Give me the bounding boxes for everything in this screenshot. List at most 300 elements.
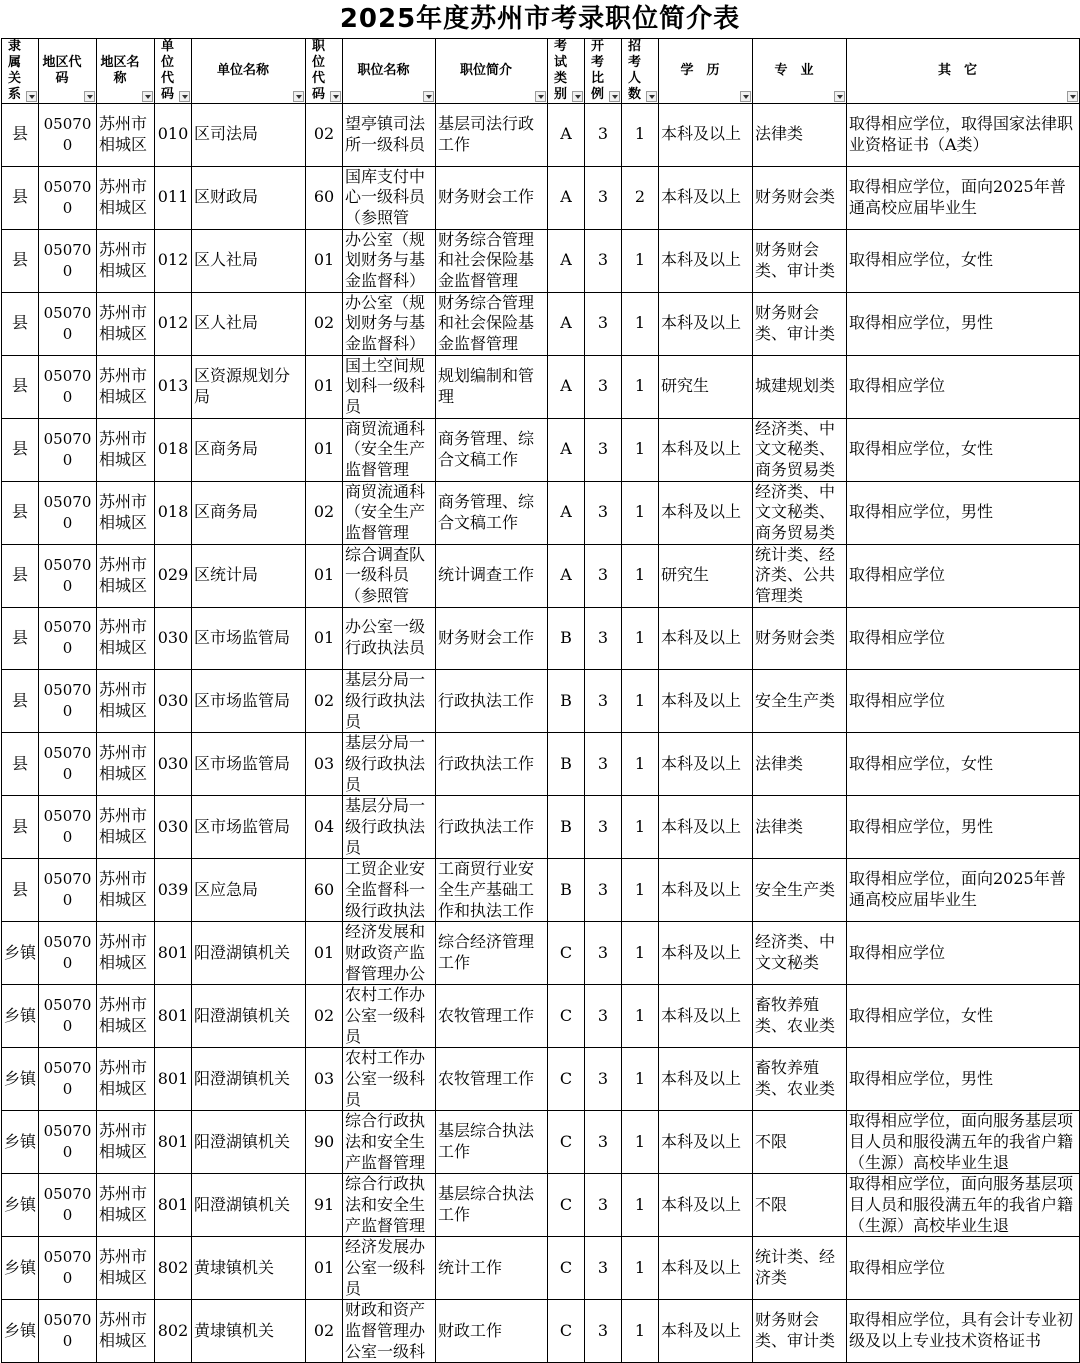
cell-text: 本科及以上	[661, 627, 742, 647]
cell-text: 办公室（规划财务与基金监督科）	[345, 292, 426, 354]
cell-other	[847, 796, 1080, 859]
cell-text: 行政执法工作	[438, 690, 535, 710]
cell-text: 2	[634, 187, 646, 207]
cell-text: 01	[313, 565, 335, 585]
cell-area-name	[97, 166, 155, 229]
cell-area-code	[39, 544, 97, 607]
cell-area-code	[39, 670, 97, 733]
cell-text: 苏州市相城区	[99, 554, 148, 595]
filter-dropdown-icon[interactable]	[142, 91, 153, 102]
cell-text: 01	[313, 439, 335, 459]
cell-level	[2, 1174, 39, 1237]
cell-text: 050700	[43, 366, 92, 406]
cell-text: C	[559, 942, 573, 962]
cell-text: 1	[634, 313, 646, 333]
cell-major	[753, 670, 847, 733]
cell-area-name	[97, 544, 155, 607]
cell-text: 取得相应学位，取得国家法律职业资格证书（A类）	[849, 113, 1074, 154]
cell-text: 011	[157, 187, 189, 207]
cell-text: 本科及以上	[661, 816, 742, 836]
cell-text: 县	[11, 124, 28, 144]
cell-text: 60	[313, 187, 335, 207]
column-header-label: 地区名称	[100, 55, 140, 86]
cell-area-name	[97, 1300, 155, 1363]
table-row	[2, 922, 1080, 985]
cell-area-code	[39, 733, 97, 796]
cell-text: 050700	[43, 555, 92, 595]
cell-text: 3	[597, 187, 609, 207]
cell-education	[659, 1300, 753, 1363]
table-row	[2, 1174, 1080, 1237]
cell-text: 县	[11, 250, 28, 270]
cell-text: 04	[313, 816, 335, 836]
cell-post-code	[306, 1300, 343, 1363]
cell-text: A	[560, 565, 572, 585]
cell-area-name	[97, 229, 155, 292]
filter-dropdown-icon[interactable]	[535, 91, 546, 102]
cell-text: 县	[11, 313, 28, 333]
cell-text: A	[560, 439, 572, 459]
cell-major	[753, 104, 847, 167]
cell-text: 1	[634, 565, 646, 585]
cell-text: 1	[634, 376, 646, 396]
cell-area-name	[97, 1111, 155, 1174]
cell-text: 农牧管理工作	[438, 1005, 535, 1025]
cell-text: 02	[313, 313, 335, 333]
cell-text: 苏州市相城区	[99, 1121, 148, 1161]
table-row	[2, 544, 1080, 607]
cell-text: 法律类	[755, 816, 804, 836]
cell-text: 050700	[43, 807, 92, 846]
cell-post-desc	[436, 607, 548, 670]
cell-exam-type	[548, 607, 585, 670]
cell-exam-type	[548, 544, 585, 607]
cell-major	[753, 292, 847, 355]
cell-text: 办公室（规划财务与基金监督科）	[345, 229, 426, 291]
cell-post-desc	[436, 418, 548, 481]
cell-exam-type	[548, 1237, 585, 1300]
cell-text: 1	[634, 1257, 646, 1277]
cell-text: 综合调查队一级科员（参照管	[345, 544, 426, 606]
cell-other	[847, 922, 1080, 985]
cell-text: 财务财会类	[755, 187, 836, 207]
cell-post-code	[306, 859, 343, 922]
cell-exam-type	[548, 796, 585, 859]
cell-text: 乡镇	[4, 942, 36, 962]
cell-text: 取得相应学位，面向2025年普通高校应届毕业生	[849, 176, 1066, 217]
cell-text: 取得相应学位，女性	[849, 250, 994, 270]
cell-post-code	[306, 796, 343, 859]
cell-text: 050700	[43, 618, 92, 658]
cell-post-code	[306, 1174, 343, 1237]
cell-text: 本科及以上	[661, 1194, 742, 1214]
cell-unit-code	[155, 859, 192, 922]
cell-text: 区统计局	[194, 565, 259, 585]
cell-unit-name	[192, 481, 306, 544]
cell-ratio	[585, 292, 622, 355]
table-row	[2, 481, 1080, 544]
cell-ratio	[585, 1111, 622, 1174]
cell-count	[622, 104, 659, 167]
cell-text: 县	[11, 753, 28, 773]
cell-unit-name	[192, 607, 306, 670]
cell-exam-type	[548, 104, 585, 167]
cell-text: 国库支付中心一级科员（参照管	[345, 166, 426, 228]
filter-dropdown-icon[interactable]	[293, 91, 304, 102]
cell-text: 1	[634, 1131, 646, 1151]
cell-text: 不限	[755, 1194, 788, 1214]
cell-unit-name	[192, 733, 306, 796]
cell-text: 苏州市相城区	[99, 680, 148, 720]
cell-education	[659, 607, 753, 670]
cell-post-name	[343, 544, 436, 607]
cell-text: 乡镇	[4, 1320, 36, 1340]
cell-area-code	[39, 607, 97, 670]
cell-text: 01	[313, 627, 335, 647]
filter-dropdown-icon[interactable]	[423, 91, 434, 102]
cell-area-name	[97, 922, 155, 985]
cell-text: 工商贸行业安全生产基础工作和执法工作	[438, 859, 535, 920]
cell-text: 取得相应学位，面向服务基层项目人员和服役满五年的我省户籍（生源）高校毕业生退	[849, 1111, 1074, 1172]
cell-post-name	[343, 796, 436, 859]
column-header-ratio	[585, 39, 622, 104]
cell-text: 取得相应学位，女性	[849, 439, 994, 459]
cell-text: 苏州市相城区	[99, 1247, 148, 1287]
cell-text: 本科及以上	[661, 502, 742, 522]
cell-text: 国土空间规划科一级科员	[345, 355, 426, 417]
cell-count	[622, 481, 659, 544]
cell-major	[753, 166, 847, 229]
cell-unit-code	[155, 355, 192, 418]
cell-count	[622, 544, 659, 607]
cell-post-desc	[436, 292, 548, 355]
cell-text: 乡镇	[4, 1131, 36, 1151]
cell-text: 3	[597, 1194, 609, 1214]
cell-area-name	[97, 292, 155, 355]
cell-education	[659, 481, 753, 544]
filter-dropdown-icon[interactable]	[26, 91, 37, 102]
cell-text: 区商务局	[194, 439, 259, 459]
cell-text: 法律类	[755, 124, 804, 144]
cell-area-name	[97, 104, 155, 167]
cell-level	[2, 418, 39, 481]
column-header-post-code	[306, 39, 343, 104]
cell-text: 区市场监管局	[194, 690, 291, 710]
table-row	[2, 1237, 1080, 1300]
cell-other	[847, 292, 1080, 355]
cell-text: 本科及以上	[661, 879, 742, 899]
cell-text: A	[560, 502, 572, 522]
cell-other	[847, 985, 1080, 1048]
table-row	[2, 985, 1080, 1048]
cell-text: 1	[634, 942, 646, 962]
cell-text: 本科及以上	[661, 124, 742, 144]
cell-text: 工贸企业安全监督科一级行政执法	[345, 859, 426, 920]
cell-text: 取得相应学位，男性	[849, 1068, 994, 1088]
cell-text: 050700	[43, 870, 92, 909]
cell-post-name	[343, 166, 436, 229]
cell-text: A	[560, 250, 572, 270]
cell-ratio	[585, 1048, 622, 1111]
cell-area-name	[97, 1174, 155, 1237]
cell-text: 综合行政执法和安全生产监督管理	[345, 1174, 426, 1235]
cell-count	[622, 166, 659, 229]
cell-text: 030	[157, 816, 189, 836]
cell-text: 区人社局	[194, 313, 259, 333]
cell-area-code	[39, 985, 97, 1048]
cell-text: 1	[634, 502, 646, 522]
cell-text: 苏州市相城区	[99, 239, 148, 280]
cell-unit-name	[192, 922, 306, 985]
column-header-label: 其 它	[937, 63, 977, 78]
cell-text: 018	[157, 439, 189, 459]
cell-text: A	[560, 376, 572, 396]
cell-post-name	[343, 481, 436, 544]
cell-ratio	[585, 607, 622, 670]
cell-text: 050700	[43, 681, 92, 720]
filter-dropdown-icon[interactable]	[609, 91, 620, 102]
cell-unit-code	[155, 796, 192, 859]
filter-dropdown-icon[interactable]	[572, 91, 583, 102]
cell-post-desc	[436, 670, 548, 733]
cell-text: 法律类	[755, 753, 804, 773]
cell-text: 统计类、经济类	[755, 1247, 836, 1287]
cell-major	[753, 229, 847, 292]
cell-education	[659, 1048, 753, 1111]
cell-other	[847, 229, 1080, 292]
column-header-label: 招考人数	[627, 39, 641, 102]
filter-dropdown-icon[interactable]	[179, 91, 190, 102]
column-header-label: 职位名称	[357, 63, 410, 78]
cell-post-name	[343, 104, 436, 167]
column-header-unit-code	[155, 39, 192, 104]
cell-text: 02	[313, 1320, 335, 1340]
cell-text: 1	[634, 1005, 646, 1025]
filter-dropdown-icon[interactable]	[740, 91, 751, 102]
cell-text: 050700	[43, 492, 92, 532]
cell-text: 财政和资产监督管理办公室一级科	[345, 1300, 426, 1361]
cell-text: 01	[313, 942, 335, 962]
cell-text: 本科及以上	[661, 187, 742, 207]
cell-text: 黄埭镇机关	[194, 1320, 275, 1340]
cell-education	[659, 922, 753, 985]
table-row	[2, 607, 1080, 670]
cell-count	[622, 985, 659, 1048]
cell-post-code	[306, 418, 343, 481]
cell-post-name	[343, 355, 436, 418]
cell-text: 3	[597, 1131, 609, 1151]
table-row	[2, 418, 1080, 481]
cell-text: 02	[313, 124, 335, 144]
cell-area-name	[97, 1048, 155, 1111]
cell-text: 本科及以上	[661, 250, 742, 270]
cell-unit-name	[192, 859, 306, 922]
cell-text: 3	[597, 1068, 609, 1088]
cell-education	[659, 733, 753, 796]
cell-text: 基层分局一级行政执法员	[345, 796, 426, 857]
cell-major	[753, 922, 847, 985]
filter-dropdown-icon[interactable]	[330, 91, 341, 102]
cell-text: 本科及以上	[661, 1131, 742, 1151]
filter-dropdown-icon[interactable]	[1067, 91, 1078, 102]
cell-other	[847, 355, 1080, 418]
cell-text: 3	[597, 690, 609, 710]
cell-post-name	[343, 607, 436, 670]
table-row	[2, 1300, 1080, 1363]
cell-level	[2, 1237, 39, 1300]
cell-text: 050700	[43, 177, 92, 217]
cell-text: A	[560, 313, 572, 333]
cell-major	[753, 1237, 847, 1300]
cell-major	[753, 985, 847, 1048]
cell-post-code	[306, 1111, 343, 1174]
cell-other	[847, 1300, 1080, 1363]
cell-text: 苏州市相城区	[99, 995, 148, 1035]
cell-text: 取得相应学位	[849, 627, 946, 647]
cell-text: 商务管理、综合文稿工作	[438, 428, 535, 469]
cell-count	[622, 607, 659, 670]
cell-text: 规划编制和管理	[438, 365, 535, 406]
column-header-level	[2, 39, 39, 104]
table-body	[2, 104, 1080, 1363]
cell-text: 县	[11, 627, 28, 647]
filter-dropdown-icon[interactable]	[84, 91, 95, 102]
cell-text: 012	[157, 313, 189, 333]
cell-text: 经济类、中文文秘类	[755, 932, 836, 972]
cell-post-desc	[436, 733, 548, 796]
cell-text: 1	[634, 1068, 646, 1088]
cell-text: 91	[313, 1194, 335, 1214]
cell-area-code	[39, 418, 97, 481]
cell-education	[659, 229, 753, 292]
cell-unit-name	[192, 355, 306, 418]
cell-text: 本科及以上	[661, 753, 742, 773]
cell-text: 苏州市相城区	[99, 302, 148, 343]
cell-unit-name	[192, 104, 306, 167]
cell-count	[622, 418, 659, 481]
cell-post-code	[306, 985, 343, 1048]
cell-text: 综合经济管理工作	[438, 932, 535, 972]
cell-post-desc	[436, 229, 548, 292]
cell-text: 029	[157, 565, 189, 585]
cell-text: 苏州市相城区	[99, 176, 148, 217]
cell-major	[753, 796, 847, 859]
column-header-label: 考试类别	[553, 39, 567, 102]
cell-education	[659, 544, 753, 607]
cell-text: 经济类、中文文秘类、商务贸易类	[755, 481, 836, 543]
cell-post-code	[306, 481, 343, 544]
cell-ratio	[585, 544, 622, 607]
cell-level	[2, 481, 39, 544]
cell-text: 乡镇	[4, 1257, 36, 1277]
cell-text: 望亭镇司法所一级科员	[345, 113, 426, 154]
cell-text: 03	[313, 753, 335, 773]
cell-text: 90	[313, 1131, 335, 1151]
cell-text: 012	[157, 250, 189, 270]
cell-text: 3	[597, 816, 609, 836]
cell-text: 农村工作办公室一级科员	[345, 1048, 426, 1109]
cell-text: 城建规划类	[755, 376, 836, 396]
cell-area-code	[39, 1111, 97, 1174]
cell-text: 1	[634, 1320, 646, 1340]
cell-text: 财务综合管理和社会保险基金监督管理	[438, 292, 535, 354]
cell-text: 县	[11, 439, 28, 459]
cell-text: 综合行政执法和安全生产监督管理	[345, 1111, 426, 1172]
cell-unit-code	[155, 985, 192, 1048]
cell-major	[753, 607, 847, 670]
cell-text: 010	[157, 124, 189, 144]
cell-area-code	[39, 1237, 97, 1300]
cell-post-code	[306, 1048, 343, 1111]
cell-post-code	[306, 670, 343, 733]
cell-text: 02	[313, 1005, 335, 1025]
cell-text: 区司法局	[194, 124, 259, 144]
cell-text: 阳澄湖镇机关	[194, 942, 291, 962]
cell-text: 050700	[43, 744, 92, 783]
cell-text: 3	[597, 879, 609, 899]
cell-text: 3	[597, 376, 609, 396]
cell-text: 区资源规划分局	[194, 365, 291, 406]
cell-text: 苏州市相城区	[99, 491, 148, 532]
column-header-area-code	[39, 39, 97, 104]
cell-other	[847, 104, 1080, 167]
cell-unit-name	[192, 1300, 306, 1363]
cell-text: 乡镇	[4, 1194, 36, 1214]
filter-dropdown-icon[interactable]	[834, 91, 845, 102]
cell-text: 基层分局一级行政执法员	[345, 733, 426, 794]
cell-education	[659, 670, 753, 733]
cell-exam-type	[548, 481, 585, 544]
cell-text: 财务财会类、审计类	[755, 1310, 836, 1350]
cell-text: 3	[597, 439, 609, 459]
cell-area-code	[39, 104, 97, 167]
table-row	[2, 733, 1080, 796]
cell-text: 商贸流通科（安全生产监督管理	[345, 418, 426, 480]
cell-text: 050700	[43, 240, 92, 280]
cell-major	[753, 1048, 847, 1111]
cell-education	[659, 166, 753, 229]
cell-area-name	[97, 670, 155, 733]
cell-other	[847, 166, 1080, 229]
cell-text: 县	[11, 565, 28, 585]
cell-text: 财务财会类	[755, 627, 836, 647]
cell-ratio	[585, 481, 622, 544]
cell-count	[622, 733, 659, 796]
cell-text: 050700	[43, 114, 92, 154]
cell-post-code	[306, 229, 343, 292]
cell-unit-code	[155, 166, 192, 229]
cell-text: 县	[11, 376, 28, 396]
cell-ratio	[585, 104, 622, 167]
cell-text: 030	[157, 753, 189, 773]
cell-text: 苏州市相城区	[99, 1310, 148, 1350]
cell-text: 050700	[43, 1185, 92, 1224]
cell-text: B	[560, 816, 572, 836]
cell-unit-name	[192, 1174, 306, 1237]
cell-text: 区市场监管局	[194, 816, 291, 836]
cell-text: 财务财会类、审计类	[755, 302, 836, 343]
cell-text: 030	[157, 690, 189, 710]
filter-dropdown-icon[interactable]	[646, 91, 657, 102]
cell-post-desc	[436, 1174, 548, 1237]
cell-text: 1	[634, 1194, 646, 1214]
cell-education	[659, 418, 753, 481]
cell-text: 财务财会类、审计类	[755, 239, 836, 280]
cell-count	[622, 229, 659, 292]
cell-exam-type	[548, 733, 585, 796]
page-title: 2025年度苏州市考录职位简介表	[339, 4, 741, 34]
cell-other	[847, 859, 1080, 922]
